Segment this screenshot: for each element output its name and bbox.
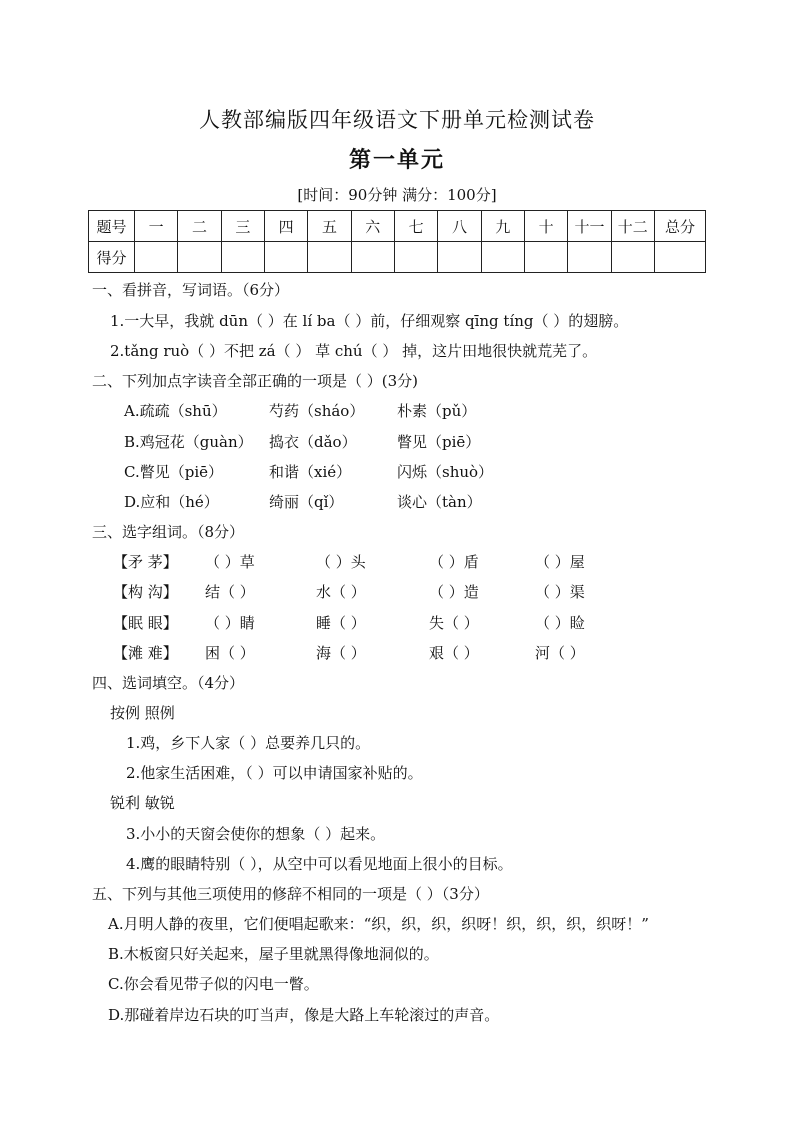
unit-title: 第一单元 — [348, 147, 445, 173]
section5-option: C.你会看见带子似的闪电一瞥。 — [108, 975, 319, 993]
word-blank: （ ）睛 — [205, 614, 255, 632]
score-table-header-row — [89, 211, 706, 242]
section4-item: 3.小小的天窗会使你的想象（ ）起来。 — [126, 825, 386, 843]
word-blank: （ ）造 — [429, 583, 479, 601]
option-word: 瞥见（piē） — [397, 433, 481, 451]
char-pair: 【构 沟】 — [113, 583, 178, 601]
score-input-cell[interactable] — [611, 242, 654, 273]
option-word: 芍药（sháo） — [269, 402, 365, 420]
section4-item: 1.鸡，乡下人家（ ）总要养几只的。 — [126, 734, 371, 752]
score-header-cell: 一 — [135, 211, 178, 242]
score-input-cell[interactable] — [524, 242, 567, 273]
score-header-cell: 八 — [438, 211, 481, 242]
score-header-cell: 题号 — [89, 211, 135, 242]
word-blank: 河（ ） — [535, 644, 585, 662]
option-word: A.疏疏（shū） — [124, 402, 227, 420]
option-word: 和谐（xié） — [269, 463, 352, 481]
option-word: 捣衣（dǎo） — [269, 433, 357, 451]
word-blank: 艰（ ） — [429, 644, 479, 662]
score-header-cell: 六 — [351, 211, 394, 242]
option-word: D.应和（hé） — [124, 493, 219, 511]
score-input-cell[interactable] — [481, 242, 524, 273]
section5-option: B.木板窗只好关起来，屋子里就黑得像地洞似的。 — [108, 945, 439, 963]
score-input-cell[interactable] — [308, 242, 351, 273]
section4-title: 四、选词填空。（4分） — [92, 674, 245, 692]
word-blank: （ ）盾 — [429, 553, 479, 571]
word-blank: （ ）屋 — [535, 553, 585, 571]
section4-item: 2.他家生活困难，（ ）可以申请国家补贴的。 — [126, 764, 423, 782]
score-header-cell: 二 — [178, 211, 221, 242]
score-input-cell[interactable] — [351, 242, 394, 273]
option-word: 谈心（tàn） — [397, 493, 482, 511]
exam-title: 人教部编版四年级语文下册单元检测试卷 — [199, 108, 595, 132]
score-table-score-row — [89, 242, 706, 273]
word-blank: （ ）头 — [316, 553, 366, 571]
score-row-label: 得分 — [89, 242, 135, 273]
exam-info: [时间：90分钟 满分：100分] — [297, 186, 497, 204]
score-input-cell[interactable] — [178, 242, 221, 273]
score-header-cell: 十一 — [568, 211, 611, 242]
section1-item: 1.一大早，我就 dūn（ ）在 lí ba（ ）前，仔细观察 qīng tíng（ ）的翅膀。 — [110, 312, 629, 330]
score-header-cell: 七 — [394, 211, 437, 242]
word-blank: 失（ ） — [429, 614, 479, 632]
score-input-cell[interactable] — [568, 242, 611, 273]
char-pair: 【滩 难】 — [113, 644, 178, 662]
score-input-cell[interactable] — [221, 242, 264, 273]
word-blank: 海（ ） — [316, 644, 366, 662]
section2-title: 二、下列加点字读音全部正确的一项是（ ）(3分) — [92, 372, 419, 390]
score-header-cell: 三 — [221, 211, 264, 242]
char-pair: 【眠 眼】 — [113, 614, 178, 632]
option-word: 朴素（pǔ） — [397, 402, 477, 420]
word-choices: 按例 照例 — [110, 704, 175, 722]
section1-title: 一、看拼音，写词语。（6分） — [92, 281, 290, 299]
section3-title: 三、选字组词。（8分） — [92, 523, 245, 541]
score-input-cell[interactable] — [264, 242, 307, 273]
score-header-cell: 五 — [308, 211, 351, 242]
section4-item: 4.鹰的眼睛特别（ ），从空中可以看见地面上很小的目标。 — [126, 855, 513, 873]
word-choices: 锐利 敏锐 — [110, 794, 175, 812]
word-blank: 结（ ） — [205, 583, 255, 601]
option-word: 闪烁（shuò） — [397, 463, 494, 481]
score-input-cell[interactable] — [394, 242, 437, 273]
score-header-cell: 四 — [264, 211, 307, 242]
score-table — [88, 210, 706, 273]
score-header-cell: 总分 — [655, 211, 706, 242]
option-word: 绮丽（qǐ） — [269, 493, 344, 511]
section5-option: A.月明人静的夜里，它们便唱起歌来：“织，织，织，织呀！织，织，织，织呀！” — [108, 915, 649, 933]
section5-title: 五、下列与其他三项使用的修辞不相同的一项是（ ）（3分） — [92, 885, 489, 903]
option-word: C.瞥见（piē） — [124, 463, 223, 481]
score-header-cell: 十二 — [611, 211, 654, 242]
score-input-cell[interactable] — [655, 242, 706, 273]
word-blank: 困（ ） — [205, 644, 255, 662]
word-blank: （ ）草 — [205, 553, 255, 571]
score-input-cell[interactable] — [438, 242, 481, 273]
word-blank: 水（ ） — [316, 583, 366, 601]
score-header-cell: 九 — [481, 211, 524, 242]
score-header-cell: 十 — [524, 211, 567, 242]
section1-item: 2.tǎng ruò（ ）不把 zá（ ） 草 chú（ ） 掉，这片田地很快就荒芜了。 — [110, 342, 598, 360]
option-word: B.鸡冠花（guàn） — [124, 433, 253, 451]
section5-option: D.那碰着岸边石块的叮当声，像是大路上车轮滚过的声音。 — [108, 1006, 500, 1024]
word-blank: （ ）渠 — [535, 583, 585, 601]
word-blank: （ ）睑 — [535, 614, 585, 632]
char-pair: 【矛 茅】 — [113, 553, 178, 571]
word-blank: 睡（ ） — [316, 614, 366, 632]
score-input-cell[interactable] — [135, 242, 178, 273]
